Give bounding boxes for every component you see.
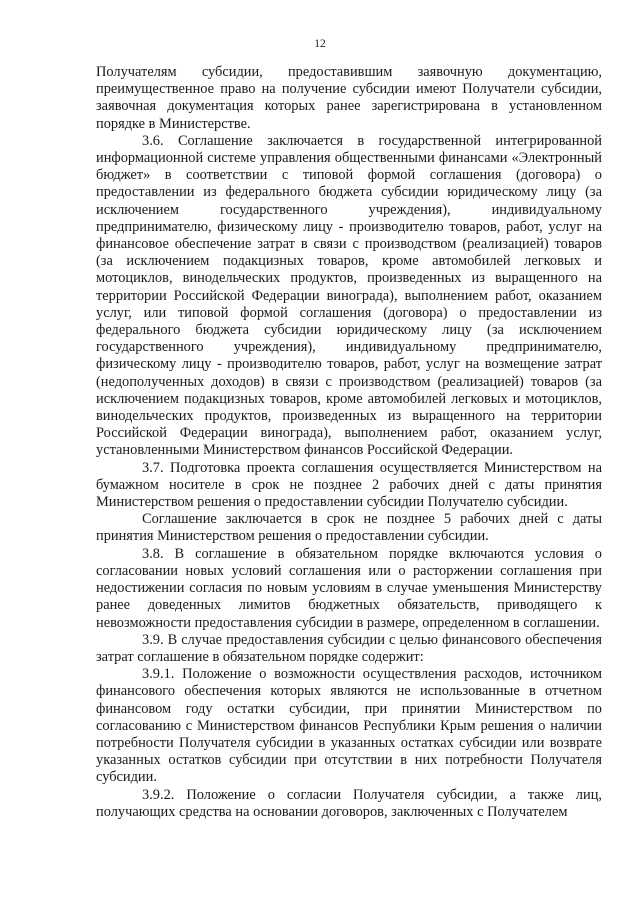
paragraph-agreement-term: Соглашение заключается в срок не позднее 5 рабочих дней с даты принятия Министерством решения о предоставлении субсидии. [96,511,602,545]
page-number: 12 [314,38,326,50]
paragraph-3-6: 3.6. Соглашение заключается в государственной интегрированной информационной системе управления общественными финансами «Электронный бюджет» в соответствии с типовой формой соглашения (договора) о предоставлении из федерального бюджета субсидии юридическому лицу (за исключением государственного учреждения), индивидуальному предпринимателю, физическому лицу - производителю товаров, работ, услуг на финансовое обеспечение затрат в связи с производством (реализацией) товаров (за исключением подакцизных товаров, кроме автомобилей легковых и мотоциклов, винодельческих продуктов, произведенных из выращенного на территории Российской Федерации винограда), выполнением работ, оказанием услуг, или типовой формой соглашения (договора) о предоставлении из федерального бюджета субсидии юридическому лицу (за исключением государственного учреждения), индивидуальному предпринимателю, физическому лицу - производителю товаров, работ, услуг на возмещение затрат (недополученных доходов) в связи с производством (реализацией) товаров (за исключением подакцизных товаров, кроме автомобилей легковых и мотоциклов, винодельческих продуктов, произведенных из выращенного на территории Российской Федерации винограда), выполнением работ, оказанием услуг, установленными Министерством финансов Российской Федерации. [96,132,602,459]
paragraph-3-9-2: 3.9.2. Положение о согласии Получателя субсидии, а также лиц, получающих средства на основании договоров, заключенных с Получателем [96,786,602,820]
paragraph-preference-right: Получателям субсидии, предоставившим заявочную документацию, преимущественное право на получение субсидии имеют Получатели субсидии, заявочная документация которых ранее зарегистрирована в установленном порядке в Министерстве. [96,64,602,132]
paragraph-3-9: 3.9. В случае предоставления субсидии с целью финансового обеспечения затрат соглашение в обязательном порядке содержит: [96,631,602,665]
paragraph-3-7: 3.7. Подготовка проекта соглашения осуществляется Министерством на бумажном носителе в срок не позднее 2 рабочих дней с даты принятия Министерством решения о предоставлении субсидии Получателю субсидии. [96,459,602,511]
paragraph-3-8: 3.8. В соглашение в обязательном порядке включаются условия о согласовании новых условий соглашения или о расторжении соглашения при недостижении согласия по новым условиям в случае уменьшения Министерству ранее доведенных лимитов бюджетных обязательств, приводящего к невозможности предоставления субсидии в размере, определенном в соглашении. [96,545,602,631]
paragraph-3-9-1: 3.9.1. Положение о возможности осуществления расходов, источником финансового обеспечения которых являются не использованные в отчетном финансовом году остатки субсидии, при принятии Министерством по согласованию с Министерством финансов Республики Крым решения о наличии потребности Получателя субсидии в указанных остатках субсидии или возврате указанных остатков субсидии при отсутствии в них потребности Получателя субсидии. [96,666,602,786]
document-body [96,64,602,821]
